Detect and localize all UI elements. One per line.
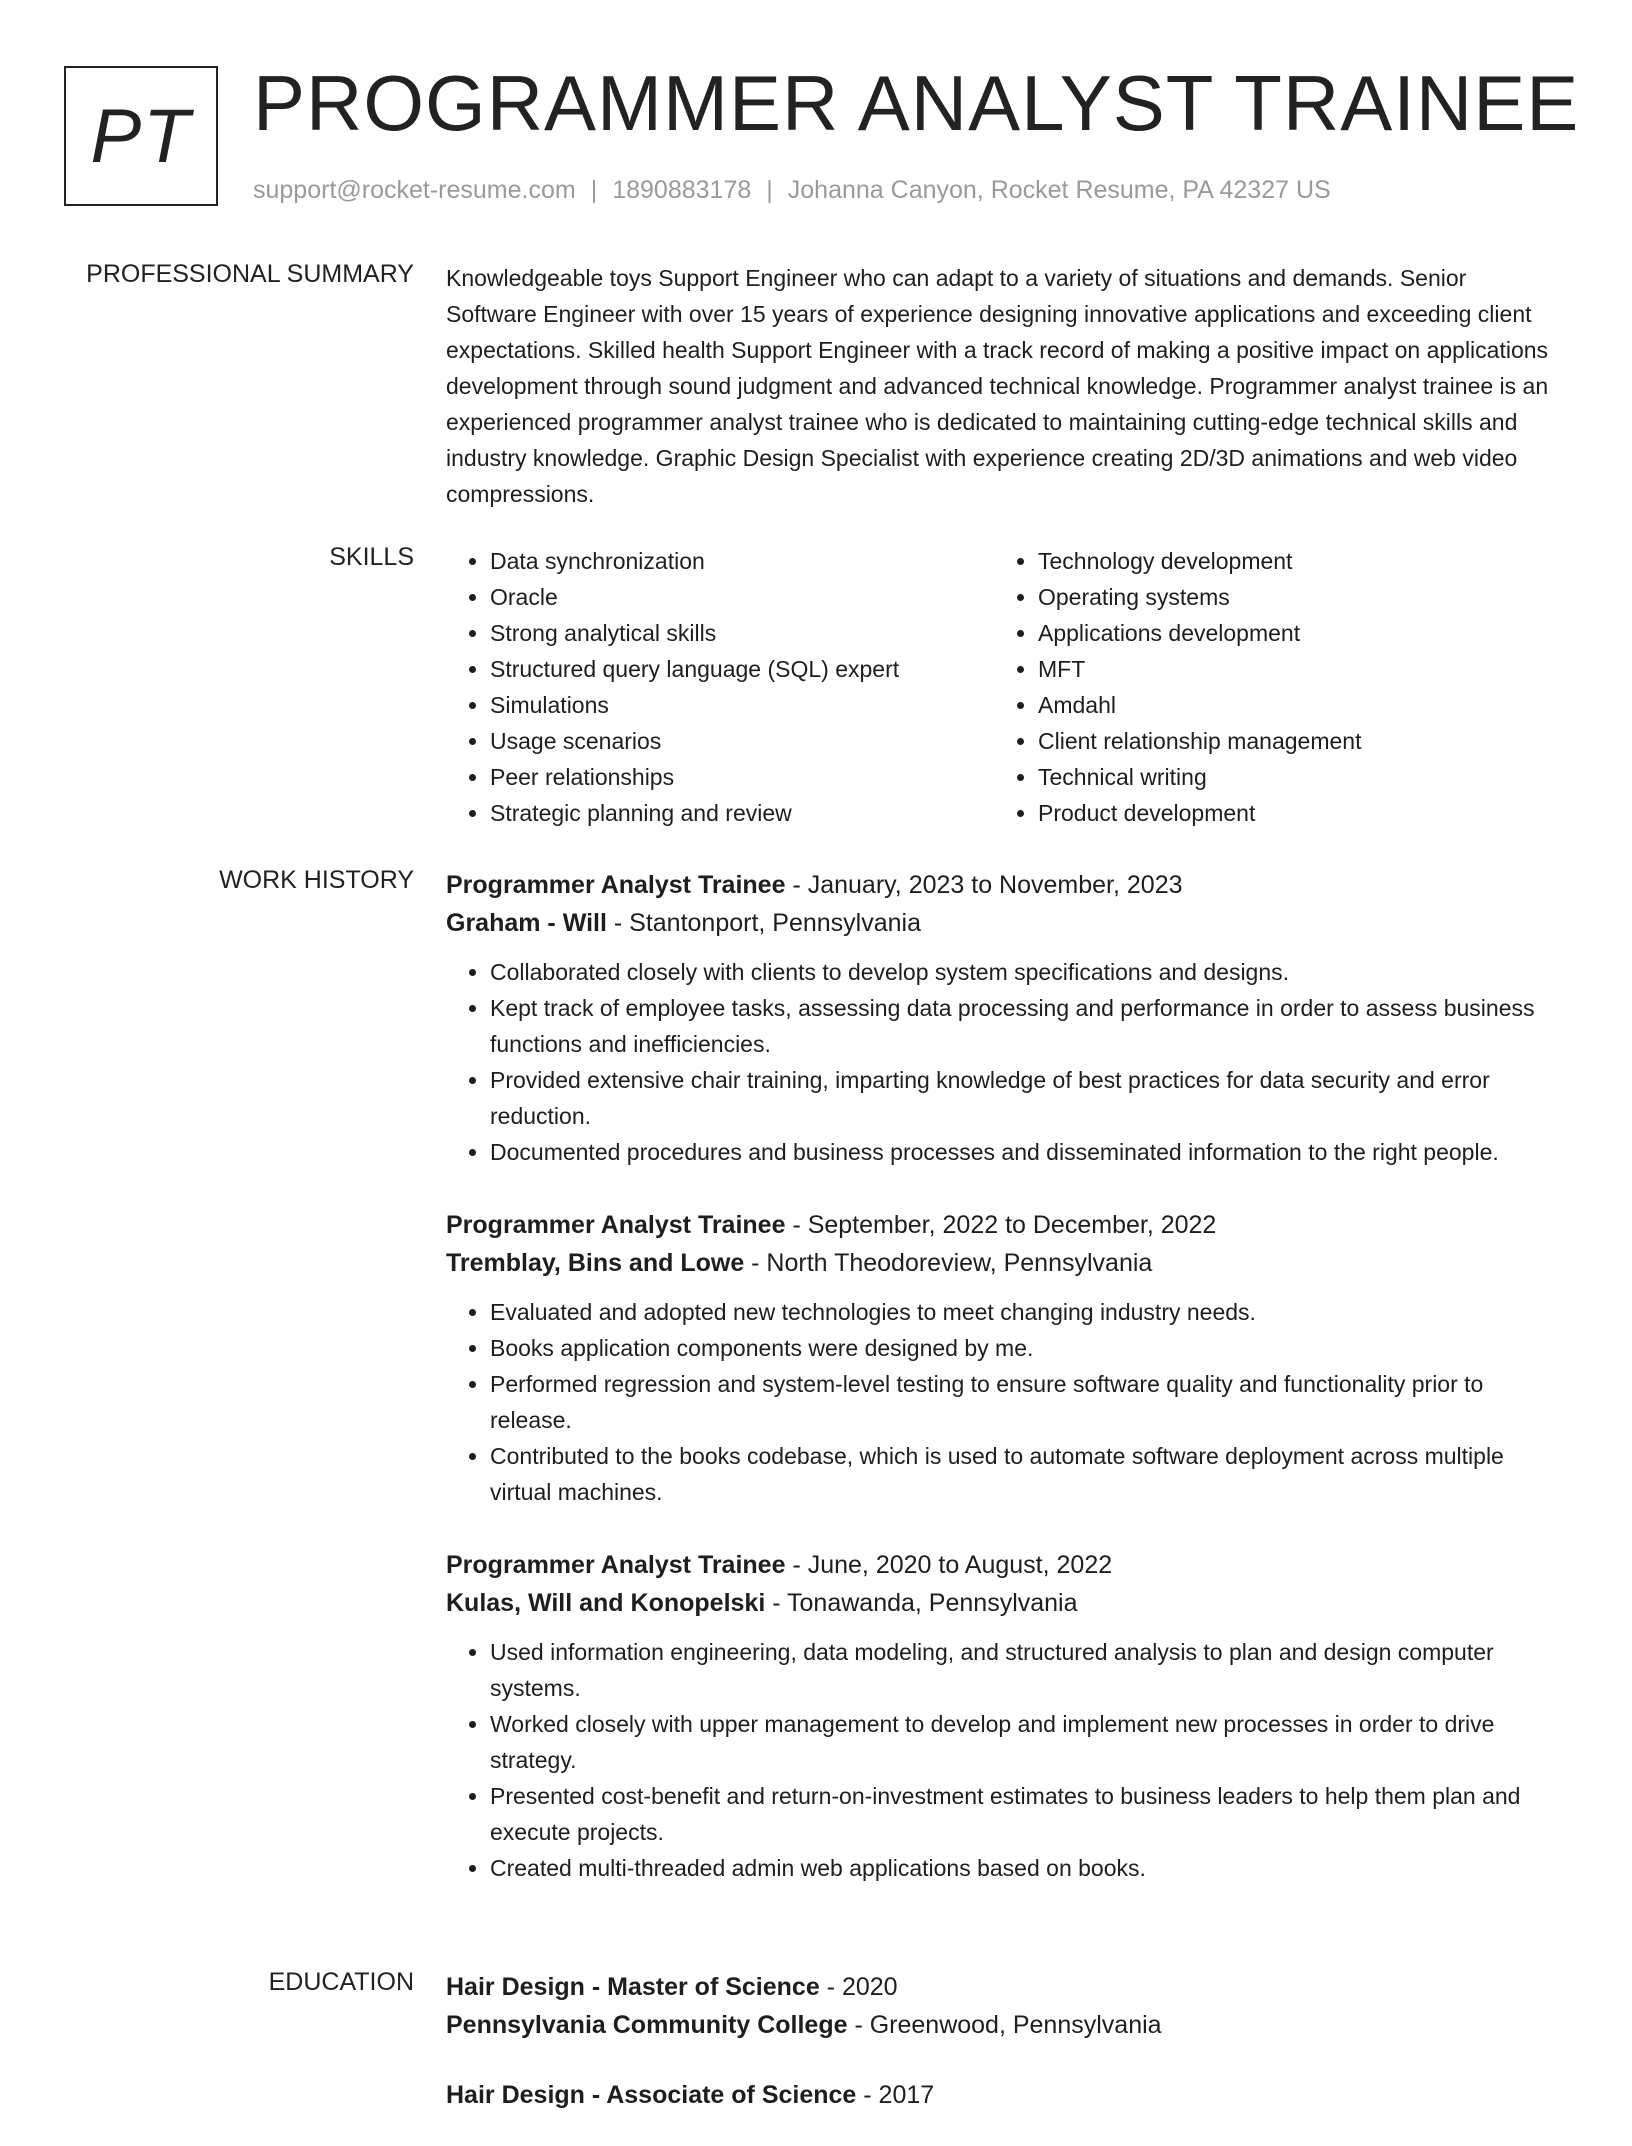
education-degree: Hair Design - Master of Science	[446, 1973, 820, 2001]
skill-item: • Structured query language (SQL) expert	[490, 651, 994, 687]
job-company: Graham - Will	[446, 909, 607, 937]
skill-item: • Product development	[1038, 795, 1542, 831]
education-degree: Hair Design - Associate of Science	[446, 2081, 857, 2109]
education-entry	[446, 1968, 1558, 2044]
skills-body	[446, 543, 1558, 831]
section-title-work: WORK HISTORY	[219, 866, 414, 894]
education-year: - 2017	[856, 2081, 935, 2109]
skill-item: • Strong analytical skills	[490, 615, 994, 651]
job-company: Kulas, Will and Konopelski	[446, 1589, 766, 1617]
job-role: Programmer Analyst Trainee	[446, 1551, 786, 1579]
job-duties	[446, 1634, 1558, 1886]
duty-item: • Collaborated closely with clients to develop system specifications and designs.	[490, 954, 1558, 990]
job-entry	[446, 866, 1558, 1170]
job-location: - North Theodoreview, Pennsylvania	[744, 1249, 1153, 1277]
education-school-line	[446, 2006, 1558, 2044]
duty-item: • Provided extensive chair training, imparting knowledge of best practices for data security and error reduction.	[490, 1062, 1558, 1134]
job-duties	[446, 1294, 1558, 1510]
duty-item: • Performed regression and system-level testing to ensure software quality and functionality prior to release.	[490, 1366, 1558, 1438]
duty-item: • Used information engineering, data modeling, and structured analysis to plan and design computer systems.	[490, 1634, 1558, 1706]
duty-item: • Evaluated and adopted new technologies to meet changing industry needs.	[490, 1294, 1558, 1330]
skill-item: • Technical writing	[1038, 759, 1542, 795]
job-dates: - September, 2022 to December, 2022	[785, 1211, 1217, 1239]
duty-item: • Worked closely with upper management to develop and implement new processes in order to drive strategy.	[490, 1706, 1558, 1778]
duty-item: • Contributed to the books codebase, which is used to automate software deployment across multiple virtual machines.	[490, 1438, 1558, 1510]
candidate-name: PROGRAMMER ANALYST TRAINEE	[253, 59, 1580, 147]
section-title-summary: PROFESSIONAL SUMMARY	[86, 260, 414, 288]
job-entry	[446, 1206, 1558, 1510]
summary-body	[446, 260, 1558, 512]
duty-item: • Presented cost-benefit and return-on-investment estimates to business leaders to help them plan and execute projects.	[490, 1778, 1558, 1850]
contact-address: Johanna Canyon, Rocket Resume, PA 42327 US	[787, 176, 1331, 204]
skill-item: • Amdahl	[1038, 687, 1542, 723]
job-title-line	[446, 1546, 1558, 1584]
skill-item: • MFT	[1038, 651, 1542, 687]
job-company: Tremblay, Bins and Lowe	[446, 1249, 745, 1277]
skill-item: • Oracle	[490, 579, 994, 615]
job-location: - Stantonport, Pennsylvania	[606, 909, 921, 937]
education-degree-line	[446, 1968, 1558, 2006]
job-title-line	[446, 1206, 1558, 1244]
duty-item: • Documented procedures and business processes and disseminated information to the right people.	[490, 1134, 1558, 1170]
contact-separator: |	[590, 176, 598, 204]
education-entry	[446, 2076, 1558, 2114]
initials: PT	[90, 93, 192, 179]
contact-line	[253, 176, 1331, 205]
job-duties	[446, 954, 1558, 1170]
contact-separator: |	[766, 176, 773, 204]
job-company-line	[446, 1244, 1558, 1282]
skills-list-left	[446, 543, 994, 831]
skill-item: • Applications development	[1038, 615, 1542, 651]
job-company-line	[446, 1584, 1558, 1622]
duty-item: • Created multi-threaded admin web applications based on books.	[490, 1850, 1558, 1886]
skill-item: • Usage scenarios	[490, 723, 994, 759]
job-entry	[446, 1546, 1558, 1886]
education-degree-line	[446, 2076, 1558, 2114]
education-location: - Greenwood, Pennsylvania	[847, 2011, 1162, 2039]
skill-item: • Simulations	[490, 687, 994, 723]
skill-item: • Data synchronization	[490, 543, 994, 579]
duty-item: • Books application components were designed by me.	[490, 1330, 1558, 1366]
monogram-box	[64, 66, 218, 206]
education-school: Pennsylvania Community College	[446, 2011, 848, 2039]
skills-list-right	[994, 543, 1542, 831]
job-dates: - January, 2023 to November, 2023	[785, 871, 1183, 899]
job-role: Programmer Analyst Trainee	[446, 871, 786, 899]
section-title-education: EDUCATION	[268, 1968, 414, 1996]
skill-item: • Strategic planning and review	[490, 795, 994, 831]
job-dates: - June, 2020 to August, 2022	[785, 1551, 1113, 1579]
job-title-line	[446, 866, 1558, 904]
education-year: - 2020	[819, 1973, 898, 2001]
skill-item: • Operating systems	[1038, 579, 1542, 615]
job-role: Programmer Analyst Trainee	[446, 1211, 786, 1239]
section-title-skills: SKILLS	[329, 543, 414, 571]
contact-email: support@rocket-resume.com	[253, 176, 576, 204]
skill-item: • Client relationship management	[1038, 723, 1542, 759]
job-location: - Tonawanda, Pennsylvania	[765, 1589, 1078, 1617]
education-body	[446, 1968, 1558, 2146]
contact-phone: 1890883178	[612, 176, 752, 204]
duty-item: • Kept track of employee tasks, assessing data processing and performance in order to assess business functions and inefficiencies.	[490, 990, 1558, 1062]
work-body	[446, 866, 1558, 1922]
job-company-line	[446, 904, 1558, 942]
skill-item: • Peer relationships	[490, 759, 994, 795]
summary-text: Knowledgeable toys Support Engineer who can adapt to a variety of situations and demands. Senior Software Engineer with over 15 years of experience designing innovative applications and exceeding client expectations. Skilled health Support Engineer with a track record of making a positive impact on applications development through sound judgment and advanced technical knowledge. Programmer analyst trainee is an experienced programmer analyst trainee who is dedicated to maintaining cutting-edge technical skills and industry knowledge. Graphic Design Specialist with experience creating 2D/3D animations and web video compressions.	[446, 265, 1549, 507]
skill-item: • Technology development	[1038, 543, 1542, 579]
